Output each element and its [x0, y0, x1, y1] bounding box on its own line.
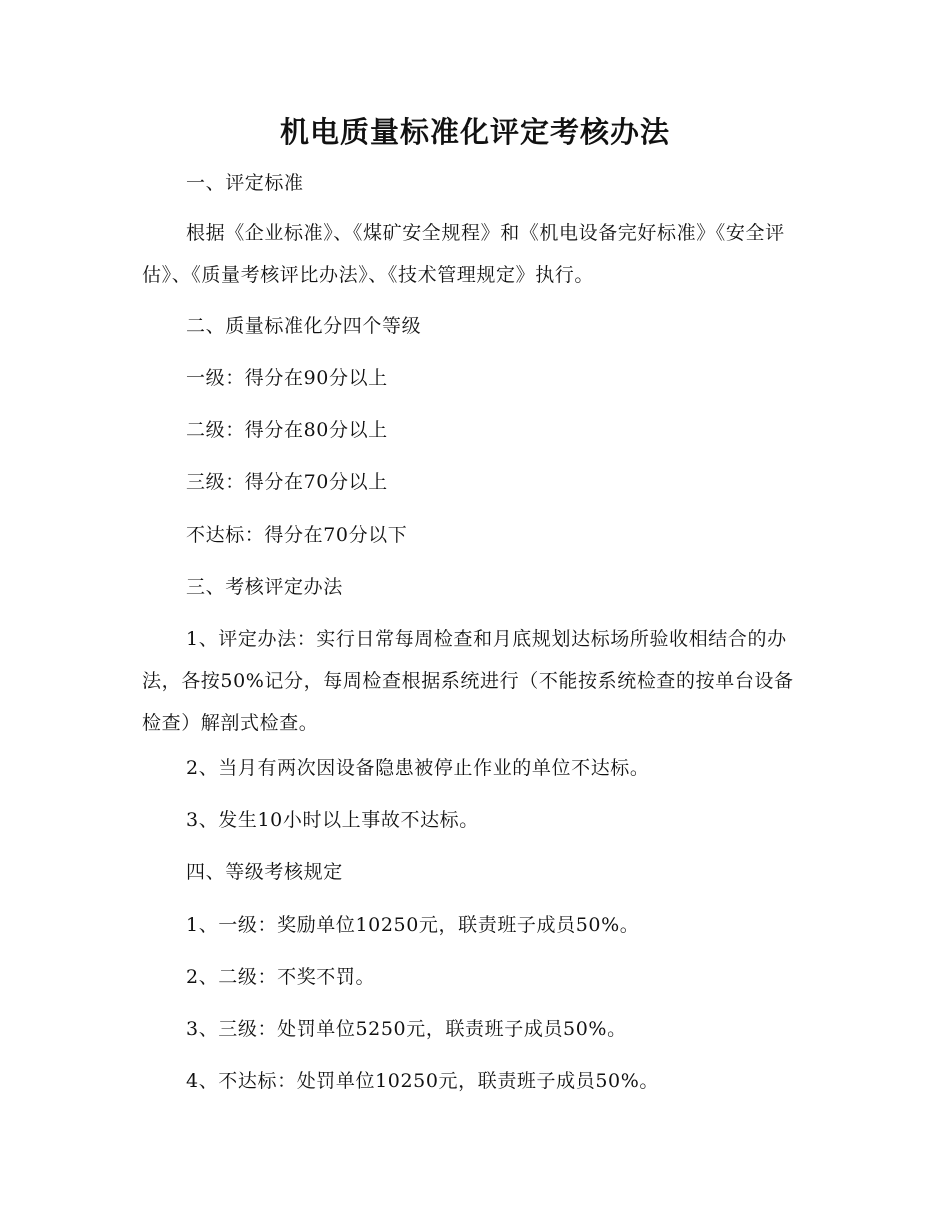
paragraph-grade-1: 一级：得分在90分以上: [186, 367, 388, 389]
paragraph-grade-2: 二级：得分在80分以上: [186, 419, 388, 441]
paragraph-evaluation-method: 1、评定办法：实行日常每周检查和月底规划达标场所验收相结合的办法，各按50%记分，每周检查根据系统进行（不能按系统检查的按单台设备检查）解剖式检查。: [142, 628, 794, 734]
paragraph-standards-basis: 根据《企业标准》、《煤矿安全规程》和《机电设备完好标准》《安全评估》、《质量考核评比办法》、《技术管理规定》执行。: [142, 222, 785, 286]
document-title: 机电质量标准化评定考核办法: [279, 115, 670, 149]
paragraph-section-2-heading: 二、质量标准化分四个等级: [186, 315, 422, 337]
paragraph-section-4-heading: 四、等级考核规定: [186, 861, 343, 883]
paragraph-reward-grade-1: 1、一级：奖励单位10250元，联责班子成员50%。: [186, 914, 640, 936]
paragraph-penalty-grade-3: 3、三级：处罚单位5250元，联责班子成员50%。: [186, 1018, 627, 1040]
paragraph-reward-grade-2: 2、二级：不奖不罚。: [186, 966, 376, 988]
paragraph-grade-3: 三级：得分在70分以上: [186, 471, 388, 493]
paragraph-rule-accident: 3、发生10小时以上事故不达标。: [186, 809, 479, 831]
paragraph-section-3-heading: 三、考核评定办法: [186, 576, 343, 598]
paragraph-rule-stoppage: 2、当月有两次因设备隐患被停止作业的单位不达标。: [186, 757, 650, 779]
paragraph-grade-fail: 不达标：得分在70分以下: [186, 524, 408, 546]
paragraph-penalty-fail: 4、不达标：处罚单位10250元，联责班子成员50%。: [186, 1070, 659, 1092]
paragraph-section-1-heading: 一、评定标准: [186, 172, 304, 194]
